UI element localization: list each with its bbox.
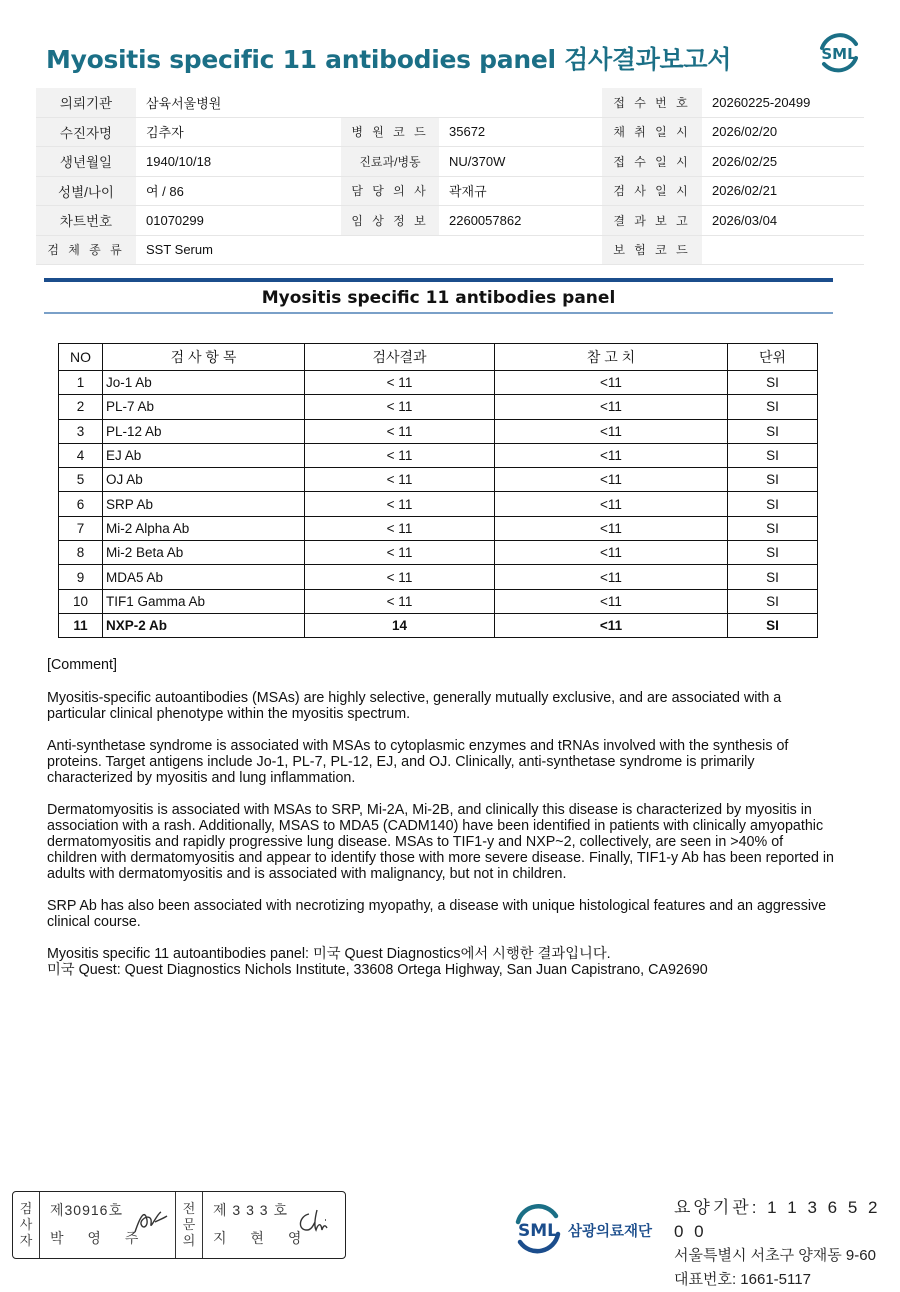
result-reference: <11 (495, 395, 728, 419)
result-item: OJ Ab (103, 468, 305, 492)
info-value: 1940/10/18 (136, 147, 341, 177)
info-value: 20260225-20499 (702, 88, 864, 117)
result-unit: SI (728, 516, 818, 540)
vertical-char: 문 (182, 1217, 196, 1232)
col-header-reference: 참 고 치 (495, 344, 728, 371)
info-empty (439, 88, 602, 117)
comment-source-line: Myositis specific 11 autoantibodies panel: 미국 Quest Diagnostics에서 시행한 결과입니다. (47, 946, 611, 962)
results-header-row (59, 344, 818, 371)
info-label: 성별/나이 (36, 176, 136, 206)
result-value: < 11 (305, 492, 495, 516)
result-row (59, 541, 818, 565)
info-value (702, 235, 864, 265)
info-row (36, 235, 864, 265)
info-label: 차트번호 (36, 206, 136, 236)
result-item: Jo-1 Ab (103, 371, 305, 395)
info-empty (341, 88, 439, 117)
address: 서울특별시 서초구 양재동 9-60 (674, 1247, 876, 1264)
sml-logo (814, 28, 864, 78)
info-value: 2026/02/21 (702, 176, 864, 206)
comment-paragraph: Dermatomyositis is associated with MSAs to SRP, Mi-2A, Mi-2B, and clinically this disease is characterized by myositis in association with a rash. Additionally, MSAS to MDA5 (CADM140) have been identified in patients with clinically amyopathic dermatomyositis and rapidly progressive lung disease. MSAs to TIF1-y and NXP~2, collectively, are seen in >40% of children with dermatomyositis and appear to identify those with more severe disease. Finally, TIF1-y Ab has been reported in adults with dermatomyositis and is associated with malignancy, but not in children. (47, 802, 834, 882)
panel-title: Myositis specific 11 antibodies panel (261, 288, 616, 308)
result-unit: SI (728, 395, 818, 419)
results-body (59, 371, 818, 638)
result-item: TIF1 Gamma Ab (103, 589, 305, 613)
result-value: 14 (305, 613, 495, 637)
info-label: 보 험 코 드 (602, 235, 702, 265)
result-no: 8 (59, 541, 103, 565)
info-value: 35672 (439, 117, 602, 147)
result-unit: SI (728, 492, 818, 516)
result-reference: <11 (495, 492, 728, 516)
specialist-vertical-label (176, 1192, 203, 1258)
result-reference: <11 (495, 613, 728, 637)
panel-bottom-rule (44, 312, 833, 314)
result-unit: SI (728, 565, 818, 589)
info-value: 2260057862 (439, 206, 602, 236)
examiner-license-no: 제30916호 (50, 1202, 123, 1218)
col-header-no: NO (59, 344, 103, 371)
result-reference: <11 (495, 443, 728, 467)
results-table (58, 343, 818, 638)
info-label: 진료과/병동 (341, 147, 439, 177)
result-row (59, 395, 818, 419)
result-reference: <11 (495, 541, 728, 565)
sml-footer-logo-text: SML (518, 1221, 558, 1241)
examiner-signature (131, 1206, 169, 1236)
result-row (59, 589, 818, 613)
col-header-unit: 단위 (728, 344, 818, 371)
result-no: 7 (59, 516, 103, 540)
result-reference: <11 (495, 468, 728, 492)
result-row (59, 565, 818, 589)
result-value: < 11 (305, 419, 495, 443)
contact-info (674, 1196, 900, 1292)
result-unit: SI (728, 468, 818, 492)
info-value: 여 / 86 (136, 176, 341, 206)
result-item: SRP Ab (103, 492, 305, 516)
examiner-vertical-label (13, 1192, 40, 1258)
result-item: PL-12 Ab (103, 419, 305, 443)
result-no: 11 (59, 613, 103, 637)
info-row (36, 117, 864, 147)
vertical-char: 검 (19, 1201, 33, 1216)
result-reference: <11 (495, 516, 728, 540)
result-row (59, 443, 818, 467)
specialist-license-no: 제 3 3 3 호 (213, 1202, 288, 1218)
info-row (36, 147, 864, 177)
result-reference: <11 (495, 371, 728, 395)
result-no: 6 (59, 492, 103, 516)
result-value: < 11 (305, 371, 495, 395)
vertical-char: 전 (182, 1201, 196, 1216)
sml-footer-logo (512, 1198, 564, 1256)
result-row (59, 371, 818, 395)
info-label: 병 원 코 드 (341, 117, 439, 147)
signature-stamp (12, 1191, 346, 1259)
result-item: Mi-2 Beta Ab (103, 541, 305, 565)
result-unit: SI (728, 613, 818, 637)
info-label: 수진자명 (36, 117, 136, 147)
result-reference: <11 (495, 419, 728, 443)
result-row (59, 516, 818, 540)
info-label: 채 취 일 시 (602, 117, 702, 147)
col-header-item: 검 사 항 목 (103, 344, 305, 371)
result-value: < 11 (305, 516, 495, 540)
vertical-char: 의 (182, 1233, 196, 1248)
result-no: 5 (59, 468, 103, 492)
info-value: NU/370W (439, 147, 602, 177)
vertical-char: 자 (19, 1233, 33, 1248)
info-label: 결 과 보 고 (602, 206, 702, 236)
result-unit: SI (728, 541, 818, 565)
info-value: SST Serum (136, 235, 341, 265)
result-value: < 11 (305, 443, 495, 467)
info-value: 2026/02/20 (702, 117, 864, 147)
result-unit: SI (728, 371, 818, 395)
result-row (59, 419, 818, 443)
result-value: < 11 (305, 565, 495, 589)
comment-source (47, 946, 837, 978)
comment-paragraph: Anti-synthetase syndrome is associated with MSAs to cytoplasmic enzymes and tRNAs involved with the synthesis of proteins. Target antigens include Jo-1, PL-7, PL-12, EJ, and OJ. Clinically, anti-synthetase syndrome is primarily characterized by myositis and lung inflammation. (47, 738, 789, 786)
info-value: 2026/03/04 (702, 206, 864, 236)
info-value: 01070299 (136, 206, 341, 236)
comment-source-line: 미국 Quest: Quest Diagnostics Nichols Institute, 33608 Ortega Highway, San Juan Capistrano, CA92690 (47, 962, 708, 978)
specialist-signature (295, 1206, 333, 1236)
info-label: 접 수 번 호 (602, 88, 702, 117)
info-label: 담 당 의 사 (341, 176, 439, 206)
comment-paragraph: SRP Ab has also been associated with necrotizing myopathy, a disease with unique histological features and an aggressive clinical course. (47, 898, 827, 930)
result-value: < 11 (305, 589, 495, 613)
result-row (59, 468, 818, 492)
info-row (36, 176, 864, 206)
info-label: 검 사 일 시 (602, 176, 702, 206)
info-label: 접 수 일 시 (602, 147, 702, 177)
specialist-name: 지 현 영 (213, 1230, 312, 1246)
info-label: 임 상 정 보 (341, 206, 439, 236)
result-item: Mi-2 Alpha Ab (103, 516, 305, 540)
comment-section (47, 657, 837, 994)
result-row (59, 492, 818, 516)
specialist-cell (203, 1192, 339, 1258)
panel-top-rule (44, 278, 833, 282)
info-value: 김추자 (136, 117, 341, 147)
comment-paragraph: Myositis-specific autoantibodies (MSAs) are highly selective, generally mutually exclusive, and are associated with a particular clinical phenotype within the myositis spectrum. (47, 690, 782, 722)
result-no: 1 (59, 371, 103, 395)
result-value: < 11 (305, 468, 495, 492)
info-row (36, 88, 864, 117)
col-header-result: 검사결과 (305, 344, 495, 371)
result-row (59, 613, 818, 637)
result-reference: <11 (495, 565, 728, 589)
info-empty (341, 235, 439, 265)
examiner-name: 박 영 주 (50, 1230, 149, 1246)
result-no: 9 (59, 565, 103, 589)
info-label: 의뢰기관 (36, 88, 136, 117)
result-no: 10 (59, 589, 103, 613)
comment-heading: [Comment] (47, 657, 117, 673)
foundation-name: 삼광의료재단 (568, 1224, 653, 1240)
info-value: 곽재규 (439, 176, 602, 206)
result-item: EJ Ab (103, 443, 305, 467)
result-item: MDA5 Ab (103, 565, 305, 589)
result-unit: SI (728, 589, 818, 613)
sml-logo-text: SML (821, 45, 857, 63)
info-label: 검 체 종 류 (36, 235, 136, 265)
result-value: < 11 (305, 395, 495, 419)
report-title: Myositis specific 11 antibodies panel 검사결과보고서 (46, 45, 732, 74)
result-no: 2 (59, 395, 103, 419)
result-no: 4 (59, 443, 103, 467)
info-label: 생년월일 (36, 147, 136, 177)
institution-code: 요양기관: 1 1 3 6 5 2 0 0 (674, 1198, 881, 1241)
info-value: 삼육서울병원 (136, 88, 341, 117)
result-unit: SI (728, 443, 818, 467)
info-value: 2026/02/25 (702, 147, 864, 177)
examiner-cell (40, 1192, 176, 1258)
result-reference: <11 (495, 589, 728, 613)
result-unit: SI (728, 419, 818, 443)
result-item: NXP-2 Ab (103, 613, 305, 637)
vertical-char: 사 (19, 1217, 33, 1232)
info-empty (439, 235, 602, 265)
result-value: < 11 (305, 541, 495, 565)
patient-info-table (36, 88, 864, 265)
info-row (36, 206, 864, 236)
result-no: 3 (59, 419, 103, 443)
result-item: PL-7 Ab (103, 395, 305, 419)
phone-number: 대표번호: 1661-5117 (674, 1271, 811, 1288)
